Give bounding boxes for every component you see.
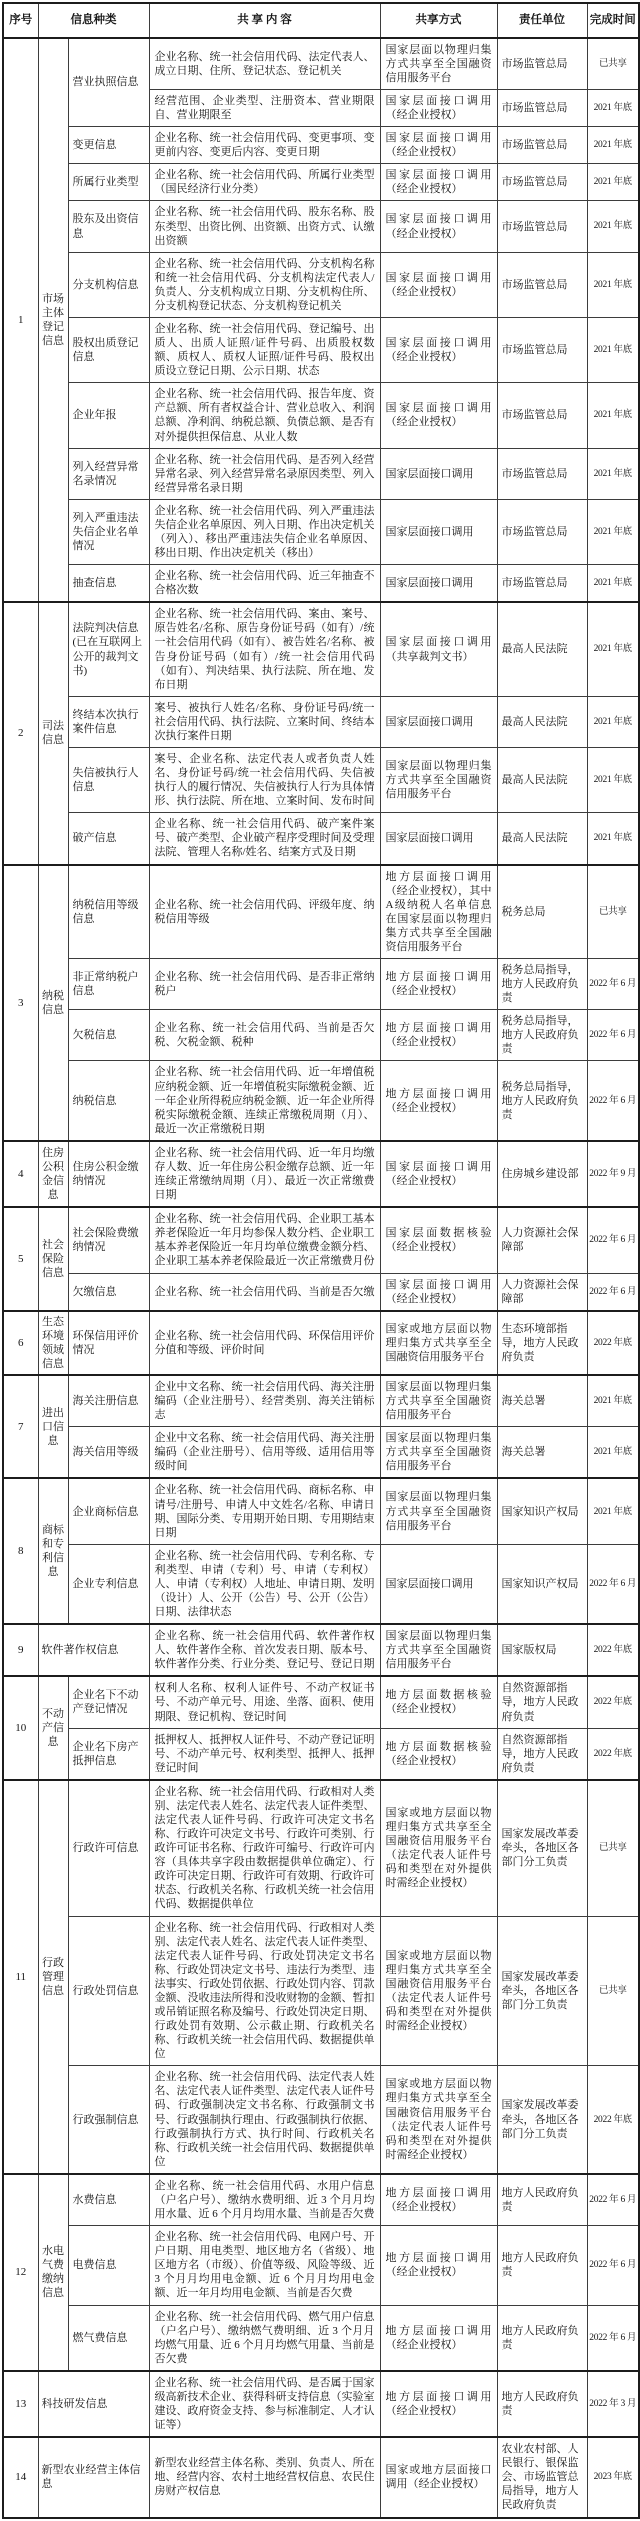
- share-method-cell: 国家层面接口调用（经企业授权）: [380, 127, 497, 164]
- category-cell: 企业名下不动产登记情况: [68, 1676, 149, 1728]
- share-method-cell: 国家层面接口调用: [380, 499, 497, 564]
- deadline-cell: 2021 年底: [587, 1427, 639, 1479]
- share-method-cell: 地方层面接口调用（经企业授权）: [380, 2305, 497, 2371]
- table-row: [3, 383, 639, 448]
- table-row: [3, 201, 639, 252]
- share-method-cell: 国家层面以物理归集方式共享至全国融资信用服务平台: [380, 1375, 497, 1427]
- table-row: [3, 164, 639, 201]
- group-label-cell: 进出口信息: [38, 1375, 68, 1478]
- responsible-unit-cell: 地方人民政府负责: [497, 2174, 587, 2226]
- category-cell: 新型农业经营主体信息: [38, 2437, 149, 2517]
- responsible-unit-cell: 市场监管总局: [497, 317, 587, 382]
- table-row: [3, 127, 639, 164]
- share-method-cell: 国家层面数据核验（经企业授权）: [380, 1207, 497, 1273]
- table-row: [3, 813, 639, 865]
- category-cell: 环保信用评价情况: [68, 1311, 149, 1375]
- deadline-cell: 2022 年 6 月: [587, 2174, 639, 2226]
- share-method-cell: 地方层面接口调用（经企业授权）: [380, 1061, 497, 1141]
- deadline-cell: 2021 年底: [587, 164, 639, 201]
- group-label-cell: 生态环境领域信息: [38, 1311, 68, 1375]
- group-label-cell: 不动产信息: [38, 1676, 68, 1779]
- table-row: [3, 2226, 639, 2305]
- share-method-cell: 国家层面以物理归集方式共享至全国融资信用服务平台: [380, 38, 497, 90]
- share-method-cell: 国家层面以物理归集方式共享至全国融资信用服务平台: [380, 1478, 497, 1544]
- table-row: [3, 448, 639, 499]
- category-cell: 欠缴信息: [68, 1273, 149, 1311]
- share-method-cell: 国家层面接口调用: [380, 565, 497, 603]
- share-method-cell: 国家层面以物理归集方式共享至全国融资信用服务平台: [380, 1427, 497, 1479]
- deadline-cell: 2021 年底: [587, 317, 639, 382]
- table-row: [3, 1427, 639, 1479]
- responsible-unit-cell: 自然资源部指导，地方人民政府负责: [497, 1728, 587, 1780]
- table-row: [3, 317, 639, 382]
- shared-content-cell: 企业名称、统一社会信用代码、登记编号、出质人、出质人证照/证件号码、出质股权数额、质权人、质权人证照/证件号码、股权出质设立登记日期、公示日期、状态: [149, 317, 380, 382]
- share-method-cell: 国家层面接口调用（经企业授权）: [380, 252, 497, 317]
- table-body: [3, 38, 639, 2518]
- header-row: [3, 3, 639, 38]
- table-row: [3, 1010, 639, 1061]
- category-cell: 科技研发信息: [38, 2371, 149, 2437]
- responsible-unit-cell: 最高人民法院: [497, 696, 587, 747]
- shared-content-cell: 企业名称、统一社会信用代码、评级年度、纳税信用等级: [149, 865, 380, 959]
- shared-content-cell: 企业名称、统一社会信用代码、软件著作权人、软件著作全称、首次发表日期、版本号、软件著作分类、行业分类、登记号、登记日期: [149, 1624, 380, 1676]
- category-cell: 软件著作权信息: [38, 1624, 149, 1676]
- shared-content-cell: 企业名称、统一社会信用代码、当前是否欠缴: [149, 1273, 380, 1311]
- table-row: [3, 1544, 639, 1624]
- deadline-cell: 已共享: [587, 38, 639, 90]
- category-cell: 破产信息: [68, 813, 149, 865]
- shared-content-cell: 企业名称、统一社会信用代码、股东名称、股东类型、出资比例、出资额、出资方式、认缴出资额: [149, 201, 380, 252]
- shared-content-cell: 案号、企业名称、法定代表人或者负责人姓名、身份证号码/统一社会信用代码、失信被执行人的履行情况、失信被执行人行为具体情形、执行法院、所在地、立案时间、发布时间: [149, 748, 380, 813]
- row-number-cell: 3: [3, 865, 38, 1141]
- table-row: [3, 959, 639, 1010]
- responsible-unit-cell: 海关总署: [497, 1427, 587, 1479]
- responsible-unit-cell: 生态环境部指导，地方人民政府负责: [497, 1311, 587, 1375]
- group-label-cell: 水电气费缴纳信息: [38, 2174, 68, 2371]
- table-row: [3, 1061, 639, 1141]
- responsible-unit-cell: 自然资源部指导，地方人民政府负责: [497, 1676, 587, 1728]
- deadline-cell: 2023 年底: [587, 2437, 639, 2517]
- shared-content-cell: 企业名称、统一社会信用代码、行政相对人类别、法定代表人姓名、法定代表人证件类型、法定代表人证件号码、行政许可决定文书名称、行政许可决定文书号、行政许可类别、行政许可证书名称、行政许可编号、行政许可内容（具体共享字段由数据提供单位确定）、行政许可决定日期、行政许可有效期、行政许可状态、行政机关名称、行政机关统一社会信用代码、数据提供单位: [149, 1780, 380, 1916]
- deadline-cell: 2021 年底: [587, 383, 639, 448]
- shared-content-cell: 经营范围、企业类型、注册资本、营业期限自、营业期限至: [149, 89, 380, 126]
- responsible-unit-cell: 国家知识产权局: [497, 1478, 587, 1544]
- shared-content-cell: 企业名称、统一社会信用代码、专利名称、专利类型、申请（专利）号、申请（专利权）人、申请（专利权）人地址、申请日期、发明（设计）人、公开（公告）号、公开（公告）日期、法律状态: [149, 1544, 380, 1624]
- category-cell: 纳税信息: [68, 1061, 149, 1141]
- share-method-cell: 地方层面接口调用（经企业授权）: [380, 2371, 497, 2437]
- category-cell: 行政强制信息: [68, 2066, 149, 2174]
- deadline-cell: 2021 年底: [587, 1375, 639, 1427]
- share-method-cell: 国家层面接口调用（经企业授权）: [380, 89, 497, 126]
- category-cell: 营业执照信息: [68, 38, 149, 127]
- deadline-cell: 2021 年底: [587, 602, 639, 696]
- shared-content-cell: 企业名称、统一社会信用代码、法定代表人、成立日期、住所、登记状态、登记机关: [149, 38, 380, 90]
- category-cell: 抽查信息: [68, 565, 149, 603]
- category-cell: 行政处罚信息: [68, 1916, 149, 2066]
- share-method-cell: 国家层面接口调用（经企业授权）: [380, 164, 497, 201]
- group-label-cell: 住房公积金信息: [38, 1141, 68, 1207]
- deadline-cell: 2021 年底: [587, 499, 639, 564]
- responsible-unit-cell: 地方人民政府负责: [497, 2305, 587, 2371]
- share-method-cell: 地方层面接口调用（经企业授权）: [380, 1010, 497, 1061]
- shared-content-cell: 企业名称、统一社会信用代码、商标名称、申请号/注册号、申请人中文姓名/名称、申请日期、国际分类、专用期开始日期、专用期结束日期: [149, 1478, 380, 1544]
- deadline-cell: 2021 年底: [587, 89, 639, 126]
- col-header-deadline: 完成时间: [587, 3, 639, 38]
- responsible-unit-cell: 海关总署: [497, 1375, 587, 1427]
- col-header-share-method: 共享方式: [380, 3, 497, 38]
- category-cell: 终结本次执行案件信息: [68, 696, 149, 747]
- share-method-cell: 国家层面接口调用: [380, 448, 497, 499]
- shared-content-cell: 企业名称、统一社会信用代码、是否列入经营异常名录、列入经营异常名录原因类型、列入经营异常名录日期: [149, 448, 380, 499]
- deadline-cell: 2022 年 6 月: [587, 959, 639, 1010]
- share-method-cell: 国家层面接口调用（共享裁判文书）: [380, 602, 497, 696]
- responsible-unit-cell: 市场监管总局: [497, 383, 587, 448]
- group-label-cell: 纳税信息: [38, 865, 68, 1141]
- responsible-unit-cell: 市场监管总局: [497, 252, 587, 317]
- deadline-cell: 2021 年底: [587, 1478, 639, 1544]
- responsible-unit-cell: 地方人民政府负责: [497, 2371, 587, 2437]
- table-row: [3, 565, 639, 603]
- row-number-cell: 2: [3, 602, 38, 864]
- group-label-cell: 社会保险信息: [38, 1207, 68, 1310]
- deadline-cell: 2022 年底: [587, 2066, 639, 2174]
- table-row: [3, 2305, 639, 2371]
- category-cell: 企业商标信息: [68, 1478, 149, 1544]
- category-cell: 企业专利信息: [68, 1544, 149, 1624]
- category-cell: 企业名下房产抵押信息: [68, 1728, 149, 1780]
- deadline-cell: 2021 年底: [587, 696, 639, 747]
- responsible-unit-cell: 国家版权局: [497, 1624, 587, 1676]
- shared-content-cell: 企业中文名称、统一社会信用代码、海关注册编码（企业注册号）、经营类别、海关注销标志: [149, 1375, 380, 1427]
- shared-content-cell: 企业名称、统一社会信用代码、变更事项、变更前内容、变更后内容、变更日期: [149, 127, 380, 164]
- category-cell: 失信被执行人信息: [68, 748, 149, 813]
- shared-content-cell: 企业名称、统一社会信用代码、燃气用户信息（户名户号）、缴纳燃气费明细、近 3 个月月均燃气用量、近 6 个月月均燃气用量、当前是否欠费: [149, 2305, 380, 2371]
- share-method-cell: 国家或地方层面以物理归集方式共享至全国融资信用服务平台: [380, 1311, 497, 1375]
- category-cell: 欠税信息: [68, 1010, 149, 1061]
- shared-content-cell: 企业名称、统一社会信用代码、电网户号、开户日期、用电类型、地区地方名（省级）、地区地方名（市级）、价值等级、风险等级、近 3 个月月均用电金额、近 6 个月月均用电金额、近一年月均用电金额、当前是否欠费: [149, 2226, 380, 2305]
- row-number-cell: 10: [3, 1676, 38, 1779]
- share-method-cell: 国家层面接口调用（经企业授权）: [380, 201, 497, 252]
- table-row: [3, 2066, 639, 2174]
- category-cell: 法院判决信息(已在互联网上公开的裁判文书): [68, 602, 149, 696]
- deadline-cell: 2022 年 6 月: [587, 1061, 639, 1141]
- responsible-unit-cell: 市场监管总局: [497, 38, 587, 90]
- col-header-responsible-unit: 责任单位: [497, 3, 587, 38]
- responsible-unit-cell: 市场监管总局: [497, 448, 587, 499]
- group-label-cell: 市场主体登记信息: [38, 38, 68, 603]
- shared-content-cell: 企业名称、统一社会信用代码、近一年增值税应纳税金额、近一年增值税实际缴税金额、近一年企业所得税应纳税金额、近一年企业所得税实际缴税金额、连续正常缴税周期（月）、最近一次正常缴税日期: [149, 1061, 380, 1141]
- col-header-index: 序号: [3, 3, 38, 38]
- group-label-cell: 司法信息: [38, 602, 68, 864]
- table-row: [3, 2437, 639, 2517]
- responsible-unit-cell: 最高人民法院: [497, 602, 587, 696]
- group-label-cell: 行政管理信息: [38, 1780, 68, 2174]
- category-cell: 水费信息: [68, 2174, 149, 2226]
- share-method-cell: 国家层面接口调用: [380, 696, 497, 747]
- deadline-cell: 2022 年 6 月: [587, 2305, 639, 2371]
- deadline-cell: 已共享: [587, 1780, 639, 1916]
- deadline-cell: 2022 年底: [587, 1676, 639, 1728]
- table-row: [3, 602, 639, 696]
- table-row: [3, 865, 639, 959]
- table-row: [3, 1273, 639, 1311]
- deadline-cell: 2022 年 6 月: [587, 1544, 639, 1624]
- table-row: [3, 696, 639, 747]
- shared-content-cell: 企业名称、统一社会信用代码、案由、案号、原告姓名/名称、原告身份证号码（如有）/统一社会信用代码（如有）、被告姓名/名称、被告身份证号码（如有）/统一社会信用代码（如有）、判决结果、执行法院、所在地、发布日期: [149, 602, 380, 696]
- deadline-cell: 2022 年 9 月: [587, 1141, 639, 1207]
- deadline-cell: 2021 年底: [587, 252, 639, 317]
- category-cell: 分支机构信息: [68, 252, 149, 317]
- deadline-cell: 2022 年 6 月: [587, 1273, 639, 1311]
- deadline-cell: 2021 年底: [587, 201, 639, 252]
- shared-content-cell: 企业名称、统一社会信用代码、当前是否欠税、欠税金额、税种: [149, 1010, 380, 1061]
- row-number-cell: 13: [3, 2371, 38, 2437]
- share-method-cell: 国家层面接口调用（经企业授权）: [380, 1273, 497, 1311]
- row-number-cell: 8: [3, 1478, 38, 1624]
- shared-content-cell: 新型农业经营主体名称、类别、负责人、所在地、经营内容、农村土地经营权信息、农民住房财产权信息: [149, 2437, 380, 2517]
- category-cell: 纳税信用等级信息: [68, 865, 149, 959]
- responsible-unit-cell: 税务总局指导，地方人民政府负责: [497, 1010, 587, 1061]
- table-row: [3, 252, 639, 317]
- responsible-unit-cell: 国家知识产权局: [497, 1544, 587, 1624]
- category-cell: 列入严重违法失信企业名单情况: [68, 499, 149, 564]
- share-method-cell: 地方层面接口调用（经企业授权）: [380, 2174, 497, 2226]
- deadline-cell: 2021 年底: [587, 813, 639, 865]
- category-cell: 住房公积金缴纳情况: [68, 1141, 149, 1207]
- responsible-unit-cell: 最高人民法院: [497, 813, 587, 865]
- share-method-cell: 地方层面数据核验（经企业授权）: [380, 1728, 497, 1780]
- category-cell: 海关注册信息: [68, 1375, 149, 1427]
- category-cell: 列入经营异常名录情况: [68, 448, 149, 499]
- shared-content-cell: 企业名称、统一社会信用代码、环保信用评价分值和等级、评价时间: [149, 1311, 380, 1375]
- category-cell: 股东及出资信息: [68, 201, 149, 252]
- table-row: [3, 38, 639, 90]
- col-header-shared-content: 共 享 内 容: [149, 3, 380, 38]
- col-header-info-type: 信息种类: [38, 3, 149, 38]
- category-cell: 股权出质登记信息: [68, 317, 149, 382]
- table-row: [3, 1676, 639, 1728]
- row-number-cell: 12: [3, 2174, 38, 2371]
- share-method-cell: 国家层面接口调用（经企业授权）: [380, 383, 497, 448]
- deadline-cell: 2021 年底: [587, 748, 639, 813]
- share-method-cell: 国家层面以物理归集方式共享至全国融资信用服务平台: [380, 748, 497, 813]
- responsible-unit-cell: 最高人民法院: [497, 748, 587, 813]
- info-sharing-table: [2, 2, 640, 2519]
- shared-content-cell: 企业名称、统一社会信用代码、是否非正常纳税户: [149, 959, 380, 1010]
- shared-content-cell: 企业名称、统一社会信用代码、所属行业类型（国民经济行业分类）: [149, 164, 380, 201]
- shared-content-cell: 企业名称、统一社会信用代码、近一年月均缴存人数、近一年住房公积金缴存总额、近一年连续正常缴纳周期（月）、最近一次正常缴费日期: [149, 1141, 380, 1207]
- shared-content-cell: 企业中文名称、统一社会信用代码、海关注册编码（企业注册号）、信用等级、适用信用等级时间: [149, 1427, 380, 1479]
- responsible-unit-cell: 人力资源社会保障部: [497, 1273, 587, 1311]
- row-number-cell: 14: [3, 2437, 38, 2517]
- deadline-cell: 已共享: [587, 865, 639, 959]
- share-method-cell: 地方层面接口调用（经企业授权），其中A级纳税人名单信息在国家层面以物理归集方式共享至全国融资信用服务平台: [380, 865, 497, 959]
- responsible-unit-cell: 市场监管总局: [497, 89, 587, 126]
- deadline-cell: 2022 年 6 月: [587, 1207, 639, 1273]
- table-row: [3, 1207, 639, 1273]
- share-method-cell: 国家或地方层面以物理归集方式共享至全国融资信用服务平台（法定代表人证件号码和类型在对外提供时需经企业授权）: [380, 2066, 497, 2174]
- responsible-unit-cell: 税务总局指导，地方人民政府负责: [497, 959, 587, 1010]
- shared-content-cell: 抵押权人、抵押权人证件号、不动产登记证明号、不动产单元号、权利类型、抵押人、抵押登记时间: [149, 1728, 380, 1780]
- share-method-cell: 国家层面接口调用（经企业授权）: [380, 1141, 497, 1207]
- category-cell: 社会保险费缴纳情况: [68, 1207, 149, 1273]
- responsible-unit-cell: 市场监管总局: [497, 499, 587, 564]
- row-number-cell: 4: [3, 1141, 38, 1207]
- category-cell: 燃气费信息: [68, 2305, 149, 2371]
- responsible-unit-cell: 市场监管总局: [497, 127, 587, 164]
- shared-content-cell: 企业名称、统一社会信用代码、分支机构名称和统一社会信用代码、分支机构法定代表人/负责人、分支机构成立日期、分支机构住所、分支机构登记状态、分支机构登记机关: [149, 252, 380, 317]
- deadline-cell: 2021 年底: [587, 127, 639, 164]
- shared-content-cell: 权利人名称、权利人证件号、不动产权证书号、不动产单元号、用途、坐落、面积、使用期限、登记机构、登记时间: [149, 1676, 380, 1728]
- row-number-cell: 5: [3, 1207, 38, 1310]
- shared-content-cell: 企业名称、统一社会信用代码、水用户信息（户名户号）、缴纳水费明细、近 3 个月月均用水量、近 6 个月月均用水量、当前是否欠费: [149, 2174, 380, 2226]
- table-row: [3, 748, 639, 813]
- responsible-unit-cell: 国家发展改革委牵头，各地区各部门分工负责: [497, 2066, 587, 2174]
- category-cell: 企业年报: [68, 383, 149, 448]
- deadline-cell: 2022 年 6 月: [587, 1010, 639, 1061]
- deadline-cell: 已共享: [587, 1916, 639, 2066]
- row-number-cell: 11: [3, 1780, 38, 2174]
- row-number-cell: 7: [3, 1375, 38, 1478]
- table-row: [3, 1141, 639, 1207]
- table-row: [3, 1916, 639, 2066]
- share-method-cell: 国家层面接口调用: [380, 813, 497, 865]
- deadline-cell: 2022 年底: [587, 1624, 639, 1676]
- table-row: [3, 1624, 639, 1676]
- responsible-unit-cell: 税务总局: [497, 865, 587, 959]
- row-number-cell: 9: [3, 1624, 38, 1676]
- shared-content-cell: 案号、被执行人姓名/名称、身份证号码/统一社会信用代码、执行法院、立案时间、终结本次执行案件日期: [149, 696, 380, 747]
- share-method-cell: 地方层面接口调用（经企业授权）: [380, 959, 497, 1010]
- deadline-cell: 2021 年底: [587, 565, 639, 603]
- responsible-unit-cell: 住房城乡建设部: [497, 1141, 587, 1207]
- table-row: [3, 1311, 639, 1375]
- share-method-cell: 地方层面数据核验（经企业授权）: [380, 1676, 497, 1728]
- deadline-cell: 2022 年底: [587, 1728, 639, 1780]
- table-row: [3, 1780, 639, 1916]
- responsible-unit-cell: 市场监管总局: [497, 565, 587, 603]
- shared-content-cell: 企业名称、统一社会信用代码、近三年抽查不合格次数: [149, 565, 380, 603]
- responsible-unit-cell: 税务总局指导，地方人民政府负责: [497, 1061, 587, 1141]
- shared-content-cell: 企业名称、统一社会信用代码、报告年度、资产总额、所有者权益合计、营业总收入、利润总额、净利润、纳税总额、负债总额、是否有对外提供担保信息、从业人数: [149, 383, 380, 448]
- table-row: [3, 1478, 639, 1544]
- share-method-cell: 国家层面接口调用（经企业授权）: [380, 317, 497, 382]
- category-cell: 电费信息: [68, 2226, 149, 2305]
- responsible-unit-cell: 国家发展改革委牵头，各地区各部门分工负责: [497, 1780, 587, 1916]
- table-row: [3, 2174, 639, 2226]
- responsible-unit-cell: 国家发展改革委牵头，各地区各部门分工负责: [497, 1916, 587, 2066]
- deadline-cell: 2021 年底: [587, 448, 639, 499]
- share-method-cell: 国家或地方层面接口调用（经企业授权）: [380, 2437, 497, 2517]
- shared-content-cell: 企业名称、统一社会信用代码、列入严重违法失信企业名单原因、列入日期、作出决定机关（列入）、移出严重违法失信企业名单原因、移出日期、作出决定机关（移出）: [149, 499, 380, 564]
- table-row: [3, 1375, 639, 1427]
- deadline-cell: 2022 年 6 月: [587, 2226, 639, 2305]
- category-cell: 变更信息: [68, 127, 149, 164]
- shared-content-cell: 企业名称、统一社会信用代码、是否属于国家级高新技术企业、获得科研支持信息（实验室建设、政府资金支持、参与标准制定、人才认证等）: [149, 2371, 380, 2437]
- responsible-unit-cell: 市场监管总局: [497, 201, 587, 252]
- responsible-unit-cell: 市场监管总局: [497, 164, 587, 201]
- share-method-cell: 国家层面以物理归集方式共享至全国融资信用服务平台: [380, 1624, 497, 1676]
- deadline-cell: 2022 年底: [587, 1311, 639, 1375]
- share-method-cell: 国家或地方层面以物理归集方式共享至全国融资信用服务平台（法定代表人证件号码和类型在对外提供时需经企业授权）: [380, 1780, 497, 1916]
- category-cell: 非正常纳税户信息: [68, 959, 149, 1010]
- shared-content-cell: 企业名称、统一社会信用代码、行政相对人类别、法定代表人姓名、法定代表人证件类型、法定代表人证件号码、行政处罚决定文书名称、行政处罚决定文书号、违法行为类型、违法事实、行政处罚依据、行政处罚内容、罚款金额、没收违法所得和没收财物的金额、暂扣或吊销证照名称及编号、行政处罚决定日期、行政处罚有效期、公示截止期、行政机关名称、行政机关统一社会信用代码、数据提供单位: [149, 1916, 380, 2066]
- shared-content-cell: 企业名称、统一社会信用代码、法定代表人姓名、法定代表人证件类型、法定代表人证件号码、行政强制决定文书名称、行政强制文书号、行政强制执行理由、行政强制执行依据、行政强制执行方式、执行时间、行政机关名称、行政机关统一社会信用代码、数据提供单位: [149, 2066, 380, 2174]
- shared-content-cell: 企业名称、统一社会信用代码、破产案件案号、破产类型、企业破产程序受理时间及受理法院、管理人名称/姓名、结案方式及日期: [149, 813, 380, 865]
- responsible-unit-cell: 人力资源社会保障部: [497, 1207, 587, 1273]
- responsible-unit-cell: 农业农村部、人民银行、银保监会、市场监管总局指导，地方人民政府负责: [497, 2437, 587, 2517]
- category-cell: 行政许可信息: [68, 1780, 149, 1916]
- share-method-cell: 地方层面接口调用（经企业授权）: [380, 2226, 497, 2305]
- table-row: [3, 2371, 639, 2437]
- shared-content-cell: 企业名称、统一社会信用代码、企业职工基本养老保险近一年月均参保人数分档、企业职工基本养老保险近一年月均单位缴费金额分档、企业职工基本养老保险最近一次正常缴费月份: [149, 1207, 380, 1273]
- responsible-unit-cell: 地方人民政府负责: [497, 2226, 587, 2305]
- category-cell: 所属行业类型: [68, 164, 149, 201]
- deadline-cell: 2022 年 3 月: [587, 2371, 639, 2437]
- row-number-cell: 6: [3, 1311, 38, 1375]
- category-cell: 海关信用等级: [68, 1427, 149, 1479]
- share-method-cell: 国家或地方层面以物理归集方式共享至全国融资信用服务平台（法定代表人证件号码和类型在对外提供时需经企业授权）: [380, 1916, 497, 2066]
- share-method-cell: 国家层面接口调用: [380, 1544, 497, 1624]
- table-row: [3, 499, 639, 564]
- table-row: [3, 1728, 639, 1780]
- row-number-cell: 1: [3, 38, 38, 603]
- group-label-cell: 商标和专利信息: [38, 1478, 68, 1624]
